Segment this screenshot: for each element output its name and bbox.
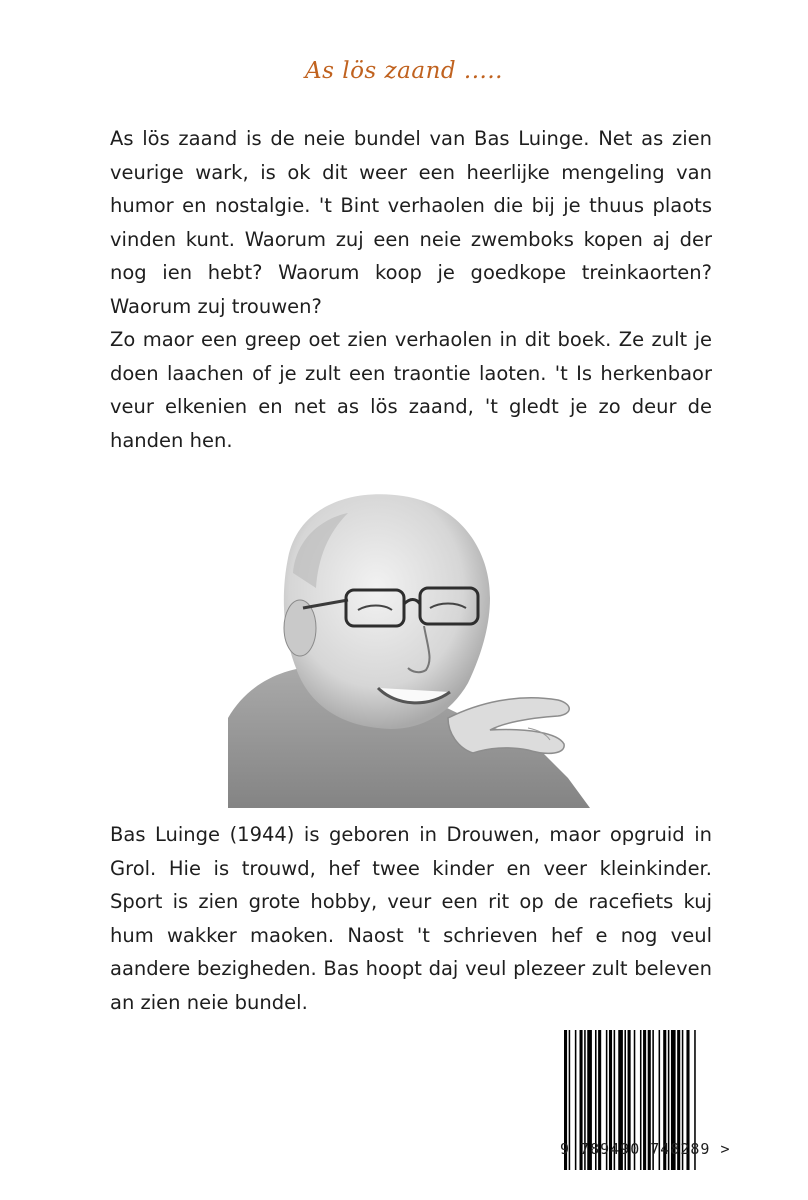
book-title: As lös zaand ..... xyxy=(305,58,503,84)
author-portrait xyxy=(228,478,590,808)
bio-paragraph: Bas Luinge (1944) is geboren in Drouwen, maor opgruid in Grol. Hie is trouwd, hef twee kinder en veer kleinkinder. Sport is zien grote hobby, veur een rit op de racefiets kuj hum wakker maoken. Naost 't schrieven hef e nog veul aandere bezigheden. Bas hoopt daj veul plezeer zult beleven an zien neie bundel. xyxy=(110,823,712,1014)
author-bio xyxy=(110,818,712,1019)
barcode-digits: 9 789490 748289 > xyxy=(560,1140,731,1158)
blurb-paragraph-2: Zo maor een greep oet zien verhaolen in dit boek. Ze zult je doen laachen of je zult een traontie laoten. 't Is herkenbaor veur elkenien en net as lös zaand, 't gledt je zo deur de handen hen. xyxy=(110,328,712,452)
book-blurb xyxy=(110,122,712,457)
blurb-paragraph-1: As lös zaand is de neie bundel van Bas Luinge. Net as zien veurige wark, is ok dit weer een heerlijke mengeling van humor en nostalgie. 't Bint verhaolen die bij je thuus plaots vinden kunt. Waorum zuj een neie zwemboks kopen aj der nog ien hebt? Waorum koop je goedkope treinkaorten? Waorum zuj trouwen? xyxy=(110,127,712,318)
